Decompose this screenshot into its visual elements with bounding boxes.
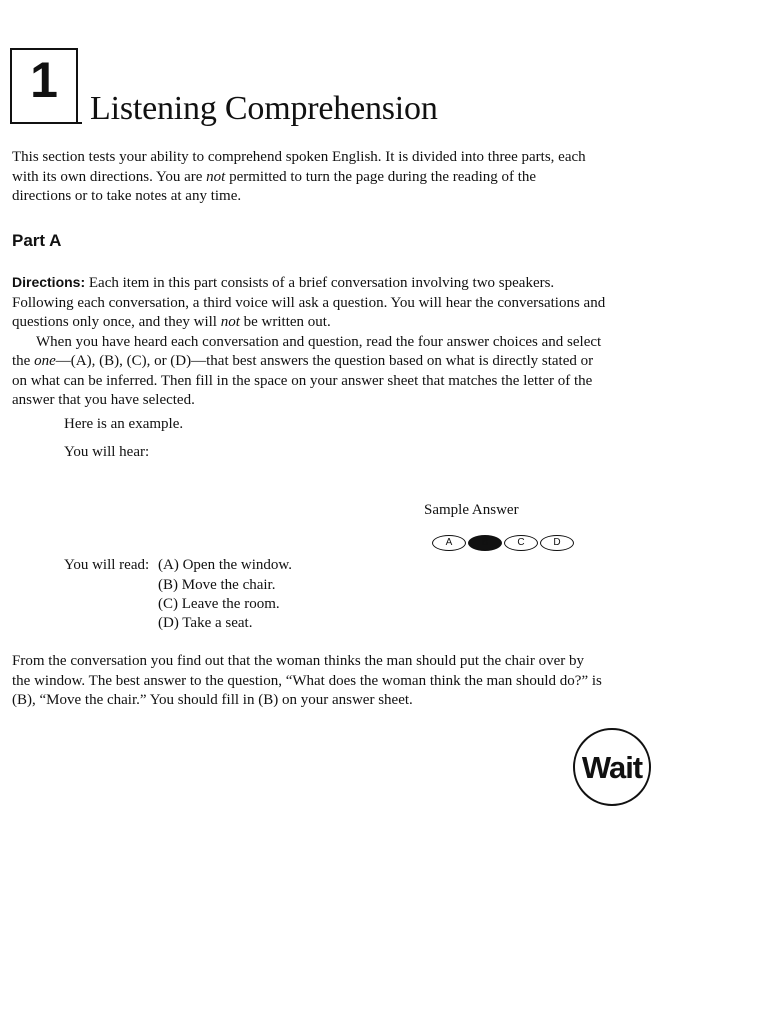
section-number: 1 [30,52,58,108]
intro-line-2-end: permitted to turn the page during the reading of the [225,168,537,185]
directions-line-5-end: —(A), (B), (C), or (D)—that best answers the question based on what is directly stated or [55,353,594,369]
sample-answer-label: Sample Answer [424,502,519,518]
intro-line-2-start: with its own directions. You are [12,168,207,185]
directions-line-7: answer that you have selected. [12,392,195,408]
intro-line-3: directions or to take notes at any time. [12,188,242,204]
directions-line-4: When you have heard each conversation and question, read the four answer choices and select [36,333,602,350]
wait-badge-label: Wait [581,749,643,785]
explanation-line-2: the window. The best answer to the question, “What does the woman think the man should do?” is [12,672,602,689]
you-will-hear-label: You will hear: [64,444,150,460]
example-intro: Here is an example. [64,416,184,432]
explanation-line-1: From the conversation you find out that the woman thinks the man should put the chair over by [12,653,584,669]
sample-answer-bubbles [432,535,574,551]
directions-line-5-emphasis: one [34,353,56,369]
answer-bubble-c: C [504,535,538,551]
directions-line-3-emphasis: not [220,314,240,330]
part-a-heading: Part A [12,231,62,250]
explanation-line-3: (B), “Move the chair.” You should fill in (B) on your answer sheet. [12,692,413,708]
directions-paragraph [12,273,662,411]
directions-line-6: on what can be inferred. Then fill in the space on your answer sheet that matches the letter of the [12,372,593,389]
answer-bubble-d: D [540,535,574,551]
answer-bubble-a: A [432,535,466,551]
answer-bubble-b-filled: B [468,535,502,551]
choice-d: (D) Take a seat. [158,615,253,631]
directions-line-2: Following each conversation, a third voice will ask a question. You will hear the conversations and [12,294,606,311]
you-will-read-label: You will read: [64,557,150,573]
directions-label: Directions: [12,274,86,290]
choice-a: (A) Open the window. [158,557,292,573]
directions-line-5-start: the [12,353,35,369]
intro-line-1: This section tests your ability to comprehend spoken English. It is divided into three parts, each [12,149,586,165]
directions-line-1: Each item in this part consists of a brief conversation involving two speakers. [85,275,555,291]
directions-line-3-start: questions only once, and they will [12,314,221,330]
explanation-paragraph [12,652,662,711]
wait-badge [573,728,651,806]
choice-b: (B) Move the chair. [158,577,276,593]
intro-line-2-emphasis: not [206,168,226,185]
intro-paragraph [12,148,662,207]
section-title: Listening Comprehension [90,90,438,127]
directions-line-3-end: be written out. [239,314,331,330]
choice-c: (C) Leave the room. [158,596,280,612]
